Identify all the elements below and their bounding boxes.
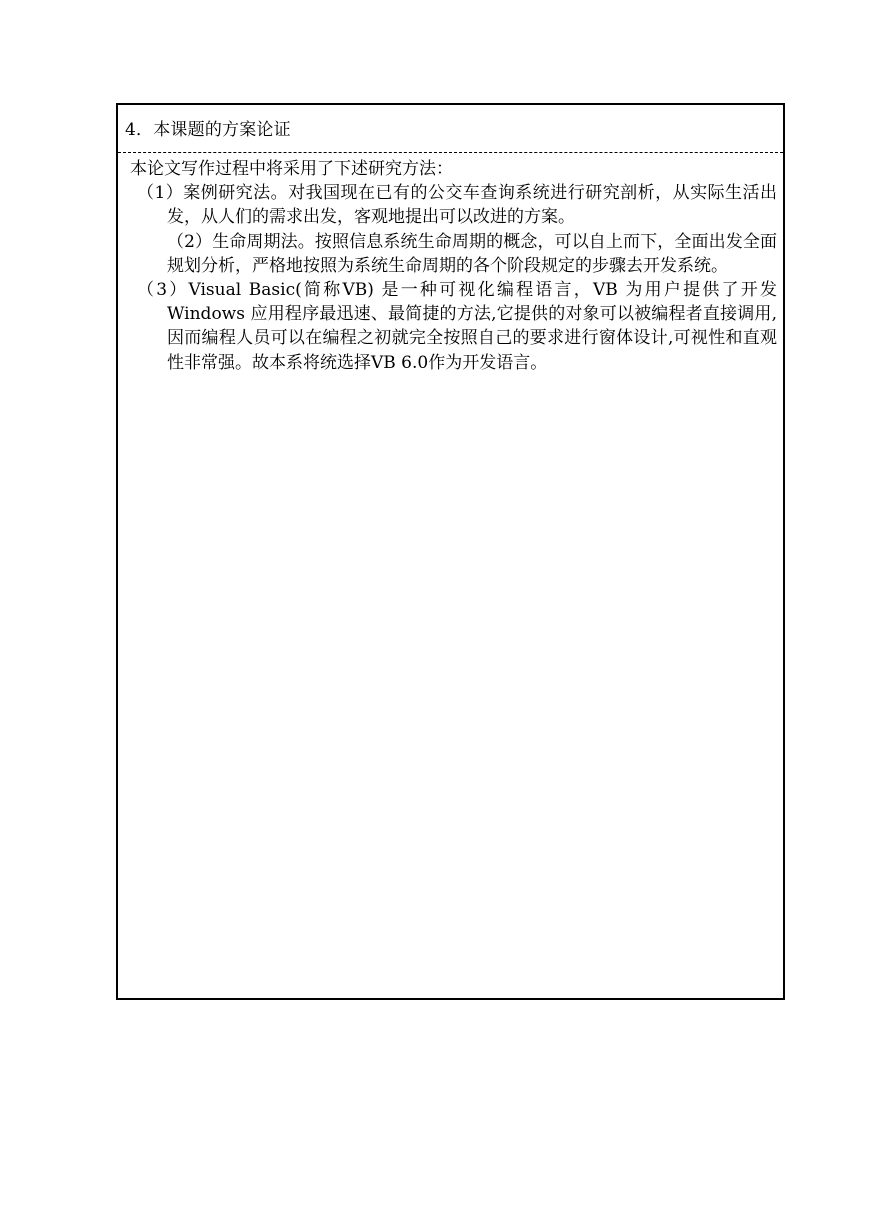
method-text: Visual Basic(简称VB) 是一种可视化编程语言，VB 为用户提供了开发Windows 应用程序最迅速、最简捷的方法,它提供的对象可以被编程者直接调用,因而编程人员可以在编程之初就完全按照自己的要求进行窗体设计,可视性和直观性非常强。故本系将统选择VB 6.0作为开发语言。 <box>167 280 777 373</box>
proposal-section-box <box>116 103 785 1000</box>
method-label: （3） <box>137 280 189 301</box>
section-title: 4．本课题的方案论证 <box>118 105 783 153</box>
method-label: （1） <box>137 183 184 204</box>
method-item-visual-basic <box>130 278 777 375</box>
intro-paragraph: 本论文写作过程中将采用了下述研究方法： <box>130 159 453 179</box>
section-body <box>118 153 783 375</box>
method-text: 生命周期法。按照信息系统生命周期的概念，可以自上而下，全面出发全面规划分析，严格地按照为系统生命周期的各个阶段规定的步骤去开发系统。 <box>167 231 778 276</box>
method-label: （2） <box>167 231 213 252</box>
method-text: 案例研究法。对我国现在已有的公交车查询系统进行研究剖析，从实际生活出发，从人们的需求出发，客观地提出可以改进的方案。 <box>167 183 777 228</box>
method-item-case-study <box>130 181 777 229</box>
method-item-life-cycle <box>130 230 777 278</box>
